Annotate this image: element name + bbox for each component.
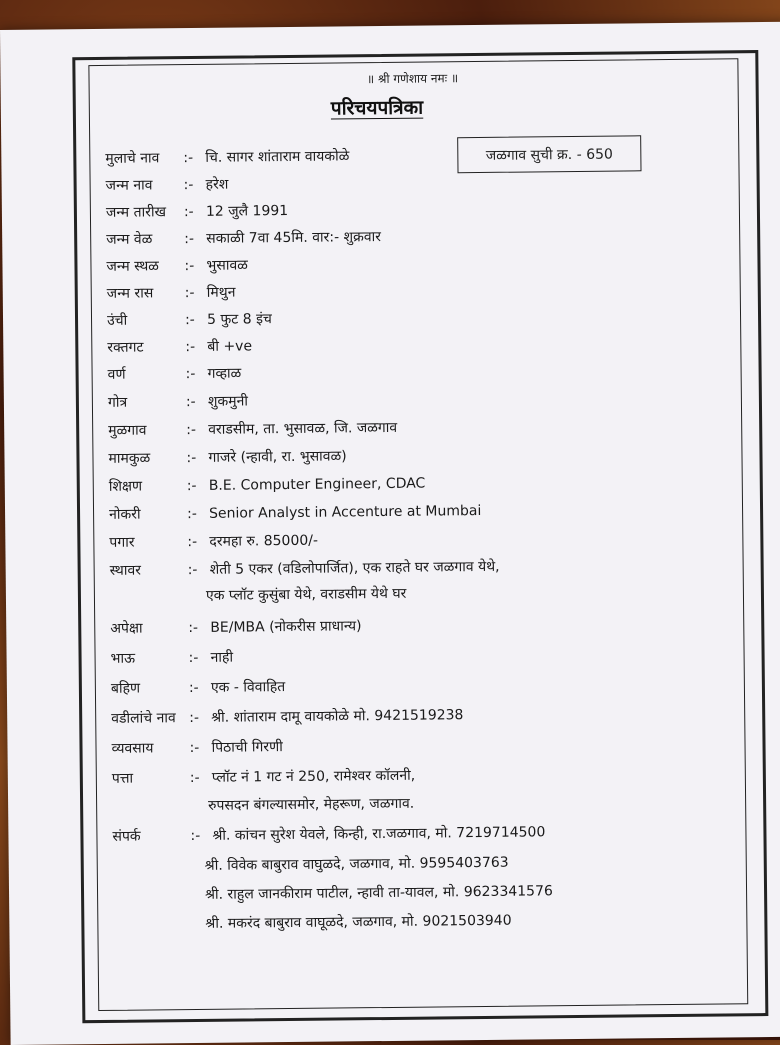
field-value: 5 फुट 8 इंच: [206, 311, 272, 328]
document-title: परिचयपत्रिका: [330, 96, 424, 120]
field-row: बहिण :- एक - विवाहित: [110, 679, 286, 697]
field-value: एक - विवाहित: [210, 679, 286, 696]
field-row: मुलाचे नाव :- चि. सागर शांताराम वायकोळे: [105, 148, 350, 167]
field-value: शेती 5 एकर (वडिलोपार्जित), एक राहते घर जळगाव येथे,: [209, 558, 500, 578]
field-row: मुळगाव :- वराडसीम, ता. भुसावळ, जि. जळगाव: [108, 419, 398, 439]
field-row: संपर्क :- श्री. कांचन सुरेश येवले, किन्ही, रा.जळगाव, मो. 7219714500: [112, 824, 546, 845]
field-row: गोत्र :- शुकमुनी: [107, 393, 249, 411]
field-row: रक्तगट :- बी +ve: [107, 338, 253, 356]
field-value: बी +ve: [207, 338, 253, 355]
field-row: जन्म वेळ :- सकाळी 7वा 45मि. वार:- शुक्रवार: [106, 229, 382, 248]
field-row: जन्म नाव :- हरेश: [105, 176, 229, 194]
contact-line: श्री. मकरंद बाबुराव वाघूळदे, जळगाव, मो. 9021503940: [205, 912, 512, 932]
field-value: मिथुन: [206, 284, 236, 301]
field-row: जन्म स्थळ :- भुसावळ: [106, 257, 248, 275]
field-value: श्री. कांचन सुरेश येवले, किन्ही, रा.जळगाव, मो. 7219714500: [212, 824, 546, 844]
field-row: मामकुळ :- गाजरे (न्हावी, रा. भुसावळ): [108, 448, 347, 467]
field-value: भुसावळ: [206, 257, 248, 274]
field-value: 12 जुलै 1991: [205, 202, 289, 220]
field-value: शुकमुनी: [207, 393, 249, 410]
field-row: उंची :- 5 फुट 8 इंच: [106, 311, 272, 329]
field-value: वराडसीम, ता. भुसावळ, जि. जळगाव: [208, 419, 398, 438]
field-row: भाऊ :- नाही: [110, 649, 234, 667]
blessing-line: ॥ श्री गणेशाय नमः ॥: [366, 71, 459, 87]
field-row: व्यवसाय :- पिठाची गिरणी: [111, 739, 283, 757]
field-row: शिक्षण :- B.E. Computer Engineer, CDAC: [108, 475, 426, 495]
field-row: स्थावर :- शेती 5 एकर (वडिलोपार्जित), एक राहते घर जळगाव येथे,: [109, 558, 500, 579]
property-continuation: एक प्लॉट कुसुंबा येथे, वराडसीम येथे घर: [205, 585, 407, 604]
field-value: गव्हाळ: [207, 365, 242, 382]
field-row: नोकरी :- Senior Analyst in Accenture at Mumbai: [108, 502, 482, 523]
field-value: सकाळी 7वा 45मि. वार:- शुक्रवार: [206, 229, 382, 247]
field-value: BE/MBA (नोकरीस प्राधान्य): [210, 618, 362, 636]
field-row: पत्ता :- प्लॉट नं 1 गट नं 250, रामेश्वर कॉलनी,: [111, 767, 416, 787]
address-continuation: रुपसदन बंगल्यासमोर, मेहरूण, जळगाव.: [208, 795, 415, 814]
field-row: वर्ण :- गव्हाळ: [107, 365, 242, 383]
field-value: गाजरे (न्हावी, रा. भुसावळ): [208, 448, 347, 466]
field-value: श्री. शांताराम दामू वायकोळे मो. 9421519238: [211, 707, 464, 726]
contact-line: श्री. विवेक बाबुराव वाघुळदे, जळगाव, मो. 9595403763: [204, 854, 509, 874]
biodata-sheet: [0, 22, 780, 1045]
field-value: नाही: [210, 649, 234, 666]
field-value: पिठाची गिरणी: [211, 739, 283, 756]
reference-number-box: जळगाव सुची क्र. - 650: [457, 135, 641, 173]
field-row: पगार :- दरमहा रु. 85000/-: [109, 532, 319, 551]
field-value: प्लॉट नं 1 गट नं 250, रामेश्वर कॉलनी,: [211, 767, 416, 786]
field-value: B.E. Computer Engineer, CDAC: [208, 475, 426, 494]
contact-line: श्री. राहुल जानकीराम पाटील, न्हावी ता-यावल, मो. 9623341576: [204, 883, 553, 903]
field-row: अपेक्षा :- BE/MBA (नोकरीस प्राधान्य): [110, 618, 362, 637]
field-value: Senior Analyst in Accenture at Mumbai: [208, 502, 482, 522]
field-row: जन्म तारीख :- 12 जुलै 1991: [105, 202, 289, 221]
field-row: जन्म रास :- मिथुन: [106, 284, 236, 302]
field-row: वडीलांचे नाव :- श्री. शांताराम दामू वायकोळे मो. 9421519238: [111, 707, 464, 727]
field-value: चि. सागर शांताराम वायकोळे: [205, 148, 350, 166]
field-value: हरेश: [205, 176, 229, 193]
field-value: दरमहा रु. 85000/-: [209, 532, 319, 550]
